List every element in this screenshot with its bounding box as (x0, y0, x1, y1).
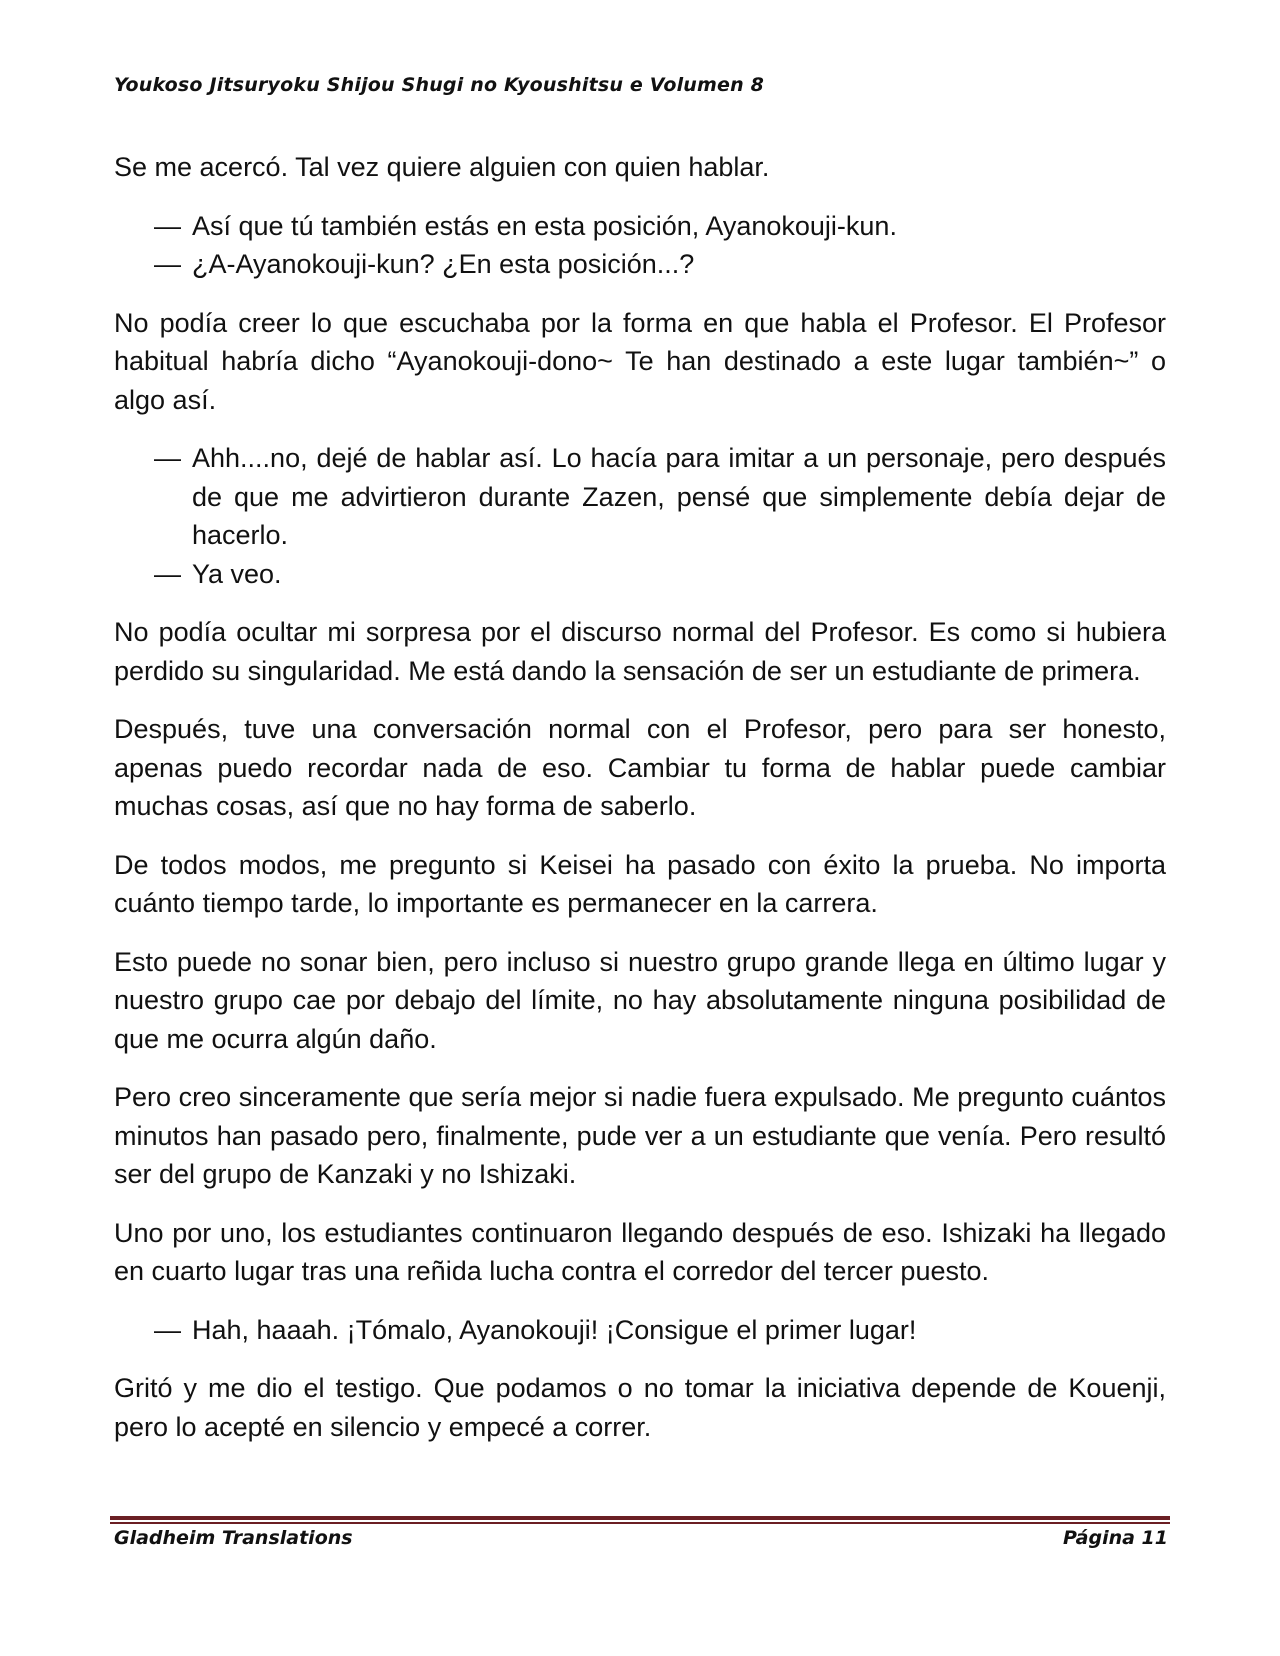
dialogue-dash: — (154, 210, 181, 241)
dialogue-text: ¿A-Ayanokouji-kun? ¿En esta posición...? (192, 249, 695, 279)
paragraph: Pero creo sinceramente que sería mejor si nadie fuera expulsado. Me pregunto cuántos minutos han pasado pero, finalmente, pude ver a un estudiante que venía. Pero resultó ser del grupo de Kanzaki y no Ishizaki. (114, 1082, 1166, 1189)
dialogue-text: Hah, haaah. ¡Tómalo, Ayanokouji! ¡Consigue el primer lugar! (192, 1314, 917, 1345)
page-body (114, 148, 1166, 1466)
dialogue-dash: — (154, 443, 181, 473)
dialogue-line (114, 555, 1166, 594)
dialogue-dash: — (154, 558, 181, 589)
paragraph: Gritó y me dio el testigo. Que podamos o no tomar la iniciativa depende de Kouenji, pero lo acepté en silencio y empecé a correr. (114, 1373, 1166, 1442)
dialogue-line (114, 439, 1166, 555)
paragraph: Después, tuve una conversación normal con el Profesor, pero para ser honesto, apenas puedo recordar nada de eso. Cambiar tu forma de hablar puede cambiar muchas cosas, así que no hay forma de saberlo. (114, 714, 1166, 821)
dialogue-text: Así que tú también estás en esta posición, Ayanokouji-kun. (192, 210, 897, 241)
footer-divider-thick (110, 1516, 1170, 1520)
footer-divider (110, 1516, 1170, 1524)
dialogue-line (114, 207, 1166, 246)
paragraph: Esto puede no sonar bien, pero incluso si nuestro grupo grande llega en último lugar y nuestro grupo cae por debajo del límite, no hay absolutamente ninguna posibilidad de que me ocurra algún daño. (114, 946, 1166, 1054)
dialogue-dash: — (154, 249, 181, 279)
dialogue-block (114, 439, 1166, 593)
dialogue-text: Ya veo. (192, 558, 282, 589)
paragraph: No podía creer lo que escuchaba por la forma en que habla el Profesor. El Profesor habitual habría dicho “Ayanokouji-dono~ Te han destinado a este lugar también~” o algo así. (114, 307, 1166, 415)
dialogue-dash: — (154, 1314, 181, 1345)
page-number: Página 11 (1062, 1527, 1168, 1549)
footer-divider-thin (110, 1522, 1170, 1524)
footer-translator-credit: Gladheim Translations (114, 1527, 353, 1549)
paragraph: De todos modos, me pregunto si Keisei ha pasado con éxito la prueba. No importa cuánto tiempo tarde, lo importante es permanecer en la carrera. (114, 849, 1166, 918)
page-header-title: Youkoso Jitsuryoku Shijou Shugi no Kyoushitsu e Volumen 8 (114, 74, 765, 96)
dialogue-line (114, 245, 1166, 284)
paragraph: Se me acercó. Tal vez quiere alguien con quien hablar. (114, 152, 770, 182)
dialogue-block (114, 207, 1166, 284)
paragraph: Uno por uno, los estudiantes continuaron llegando después de eso. Ishizaki ha llegado en cuarto lugar tras una reñida lucha contra el corredor del tercer puesto. (114, 1217, 1166, 1286)
paragraph: No podía ocultar mi sorpresa por el discurso normal del Profesor. Es como si hubiera perdido su singularidad. Me está dando la sensación de ser un estudiante de primera. (114, 617, 1166, 686)
dialogue-block (114, 1311, 1166, 1350)
dialogue-text: Ahh....no, dejé de hablar así. Lo hacía para imitar a un personaje, pero después de que me advirtieron durante Zazen, pensé que simplemente debía dejar de hacerlo. (192, 443, 1166, 550)
dialogue-line (114, 1311, 1166, 1350)
